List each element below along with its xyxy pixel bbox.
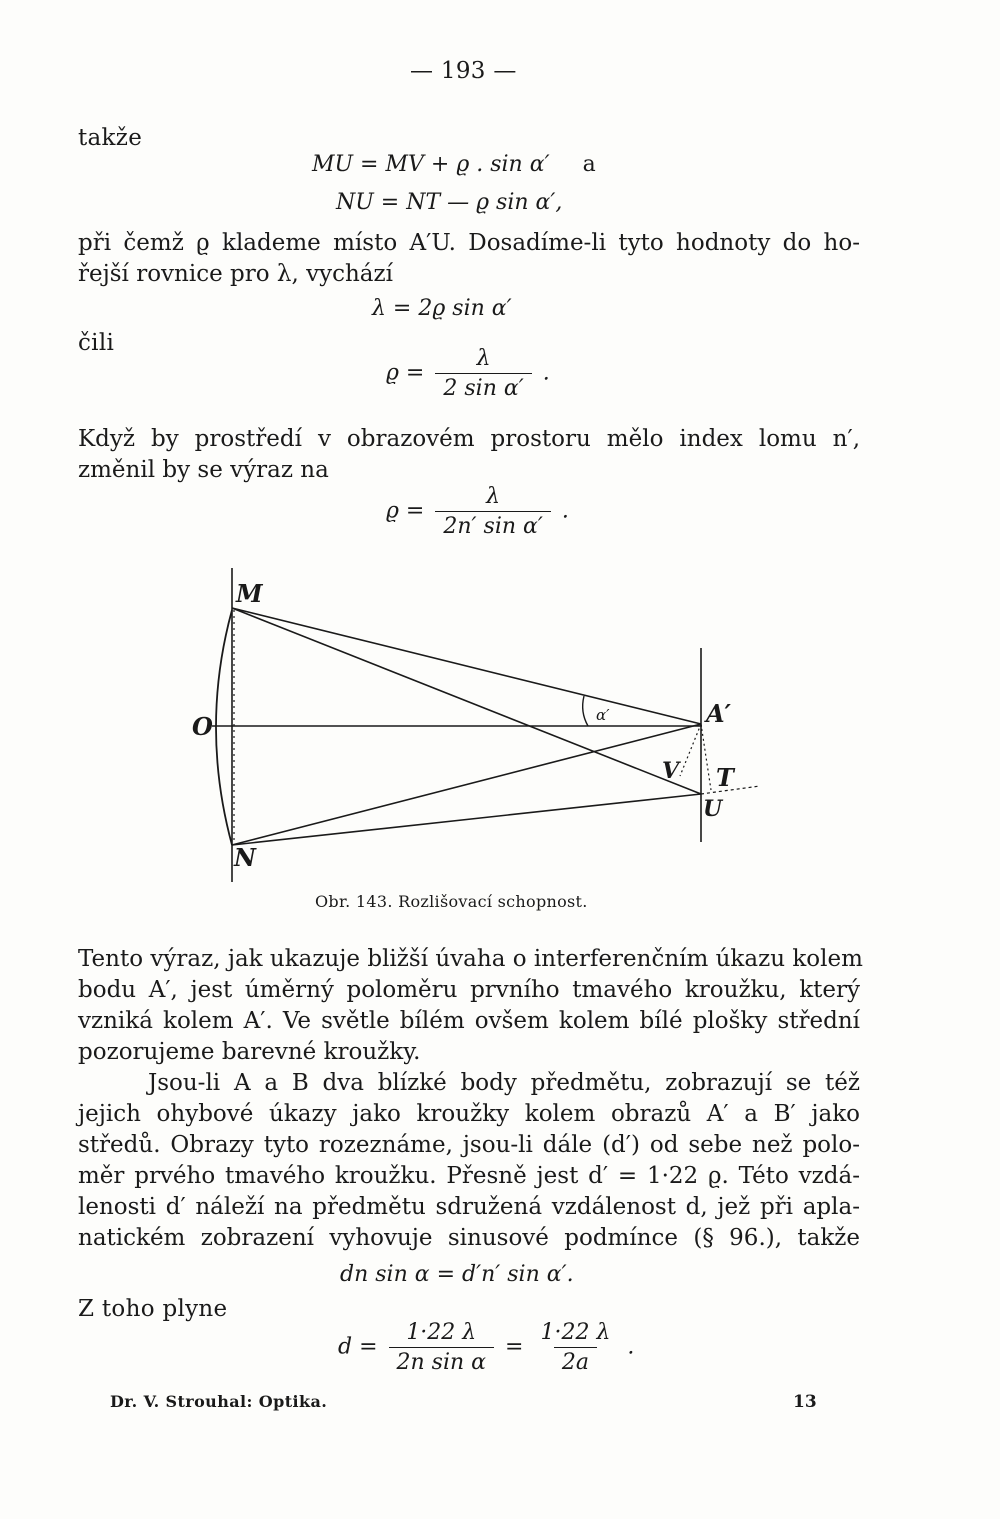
ray-m-to-u xyxy=(232,608,701,794)
final-fraction-2 xyxy=(534,1320,616,1375)
ray-n-to-a xyxy=(232,724,701,845)
label-m: M xyxy=(236,579,263,608)
ray-n-to-u xyxy=(232,794,701,845)
figure-143 xyxy=(0,555,1000,895)
rho1-fraction xyxy=(435,346,531,401)
rho1-lhs: ϱ = xyxy=(386,360,425,386)
equation-final xyxy=(338,1320,634,1375)
rho2-end: . xyxy=(561,498,569,524)
equation-mu-expr: MU = MV + ϱ . sin α′ xyxy=(312,152,550,177)
equation-rho-1 xyxy=(386,346,550,401)
paragraph-4-line: jejich ohybové úkazy jako kroužky kolem obrazů A′ a B′ jako xyxy=(78,1101,860,1127)
rho2-denominator: 2n′ sin α′ xyxy=(435,511,551,539)
final-numerator-2: 1·22 λ xyxy=(540,1320,611,1345)
page-number: — 193 — xyxy=(410,58,517,84)
rho2-fraction xyxy=(435,484,551,539)
footer-author: Dr. V. Strouhal: Optika. xyxy=(110,1392,328,1411)
paragraph-4-line: středů. Obrazy tyto rozeznáme, jsou-li dále (d′) od sebe než polo- xyxy=(78,1132,860,1158)
final-fraction-1 xyxy=(389,1320,495,1375)
equation-rho-2 xyxy=(386,484,569,539)
ray-m-to-a xyxy=(232,608,701,724)
text-cili: čili xyxy=(78,330,115,356)
rho1-numerator: λ xyxy=(476,346,491,371)
paragraph-4-line: měr prvého tmavého kroužku. Přesně jest d′ = 1·22 ϱ. Této vzdá- xyxy=(78,1163,860,1189)
paragraph-2-line-2: změnil by se výraz na xyxy=(78,457,329,483)
label-u: U xyxy=(703,796,723,822)
final-equals: = xyxy=(505,1334,524,1360)
rho2-numerator: λ xyxy=(486,484,501,509)
label-n: N xyxy=(234,843,256,872)
footer-sheet-number: 13 xyxy=(793,1392,817,1412)
equation-sine-condition: dn sin α = d′n′ sin α′. xyxy=(340,1262,574,1287)
paragraph-3-line: vzniká kolem A′. Ve světle bílém ovšem kolem bílé plošky střední xyxy=(78,1008,860,1034)
perpendicular-v xyxy=(680,724,701,776)
text-z-toho: Z toho plyne xyxy=(78,1296,228,1322)
equation-mu xyxy=(312,152,596,177)
label-t: T xyxy=(716,763,734,792)
label-v: V xyxy=(662,758,680,784)
paragraph-1-line-1: při čemž ϱ klademe místo A′U. Dosadíme-li tyto hodnoty do ho- xyxy=(78,230,860,256)
equation-mu-conj: a xyxy=(582,152,596,177)
equation-nu: NU = NT — ϱ sin α′, xyxy=(336,190,563,215)
paragraph-1-line-2: řejší rovnice pro λ, vychází xyxy=(78,261,393,287)
aperture-arc xyxy=(216,610,232,845)
rho1-denominator: 2 sin α′ xyxy=(435,373,531,401)
perpendicular-t xyxy=(701,724,711,790)
rho1-end: . xyxy=(542,360,550,386)
rho2-lhs: ϱ = xyxy=(386,498,425,524)
label-alpha: α′ xyxy=(596,706,610,724)
final-numerator-1: 1·22 λ xyxy=(406,1320,477,1345)
final-lhs: d = xyxy=(338,1334,378,1360)
figure-caption: Obr. 143. Rozlišovací schopnost. xyxy=(315,892,588,911)
paragraph-4-line: Jsou-li A a B dva blízké body předmětu, zobrazují se též xyxy=(148,1070,860,1096)
label-o: O xyxy=(192,712,213,741)
paragraph-3-line: Tento výraz, jak ukazuje bližší úvaha o interferenčním úkazu kolem xyxy=(78,946,863,972)
label-a-prime: A′ xyxy=(706,699,731,728)
final-denominator-1: 2n sin α xyxy=(389,1347,495,1375)
paragraph-4-line: lenosti d′ náleží na předmětu sdružená vzdálenost d, jež při apla- xyxy=(78,1194,860,1220)
paragraph-4-line: natickém zobrazení vyhovuje sinusové podmínce (§ 96.), takže xyxy=(78,1225,860,1251)
paragraph-3-line: pozorujeme barevné kroužky. xyxy=(78,1039,421,1065)
final-denominator-2: 2a xyxy=(554,1347,597,1375)
equation-lambda: λ = 2ϱ sin α′ xyxy=(372,296,512,321)
paragraph-2-line-1: Když by prostředí v obrazovém prostoru mělo index lomu n′, xyxy=(78,426,860,452)
text-takze: takže xyxy=(78,125,143,151)
paragraph-3-line: bodu A′, jest úměrný poloměru prvního tmavého kroužku, který xyxy=(78,977,860,1003)
final-end: . xyxy=(627,1334,635,1360)
alpha-angle-arc xyxy=(583,696,588,726)
